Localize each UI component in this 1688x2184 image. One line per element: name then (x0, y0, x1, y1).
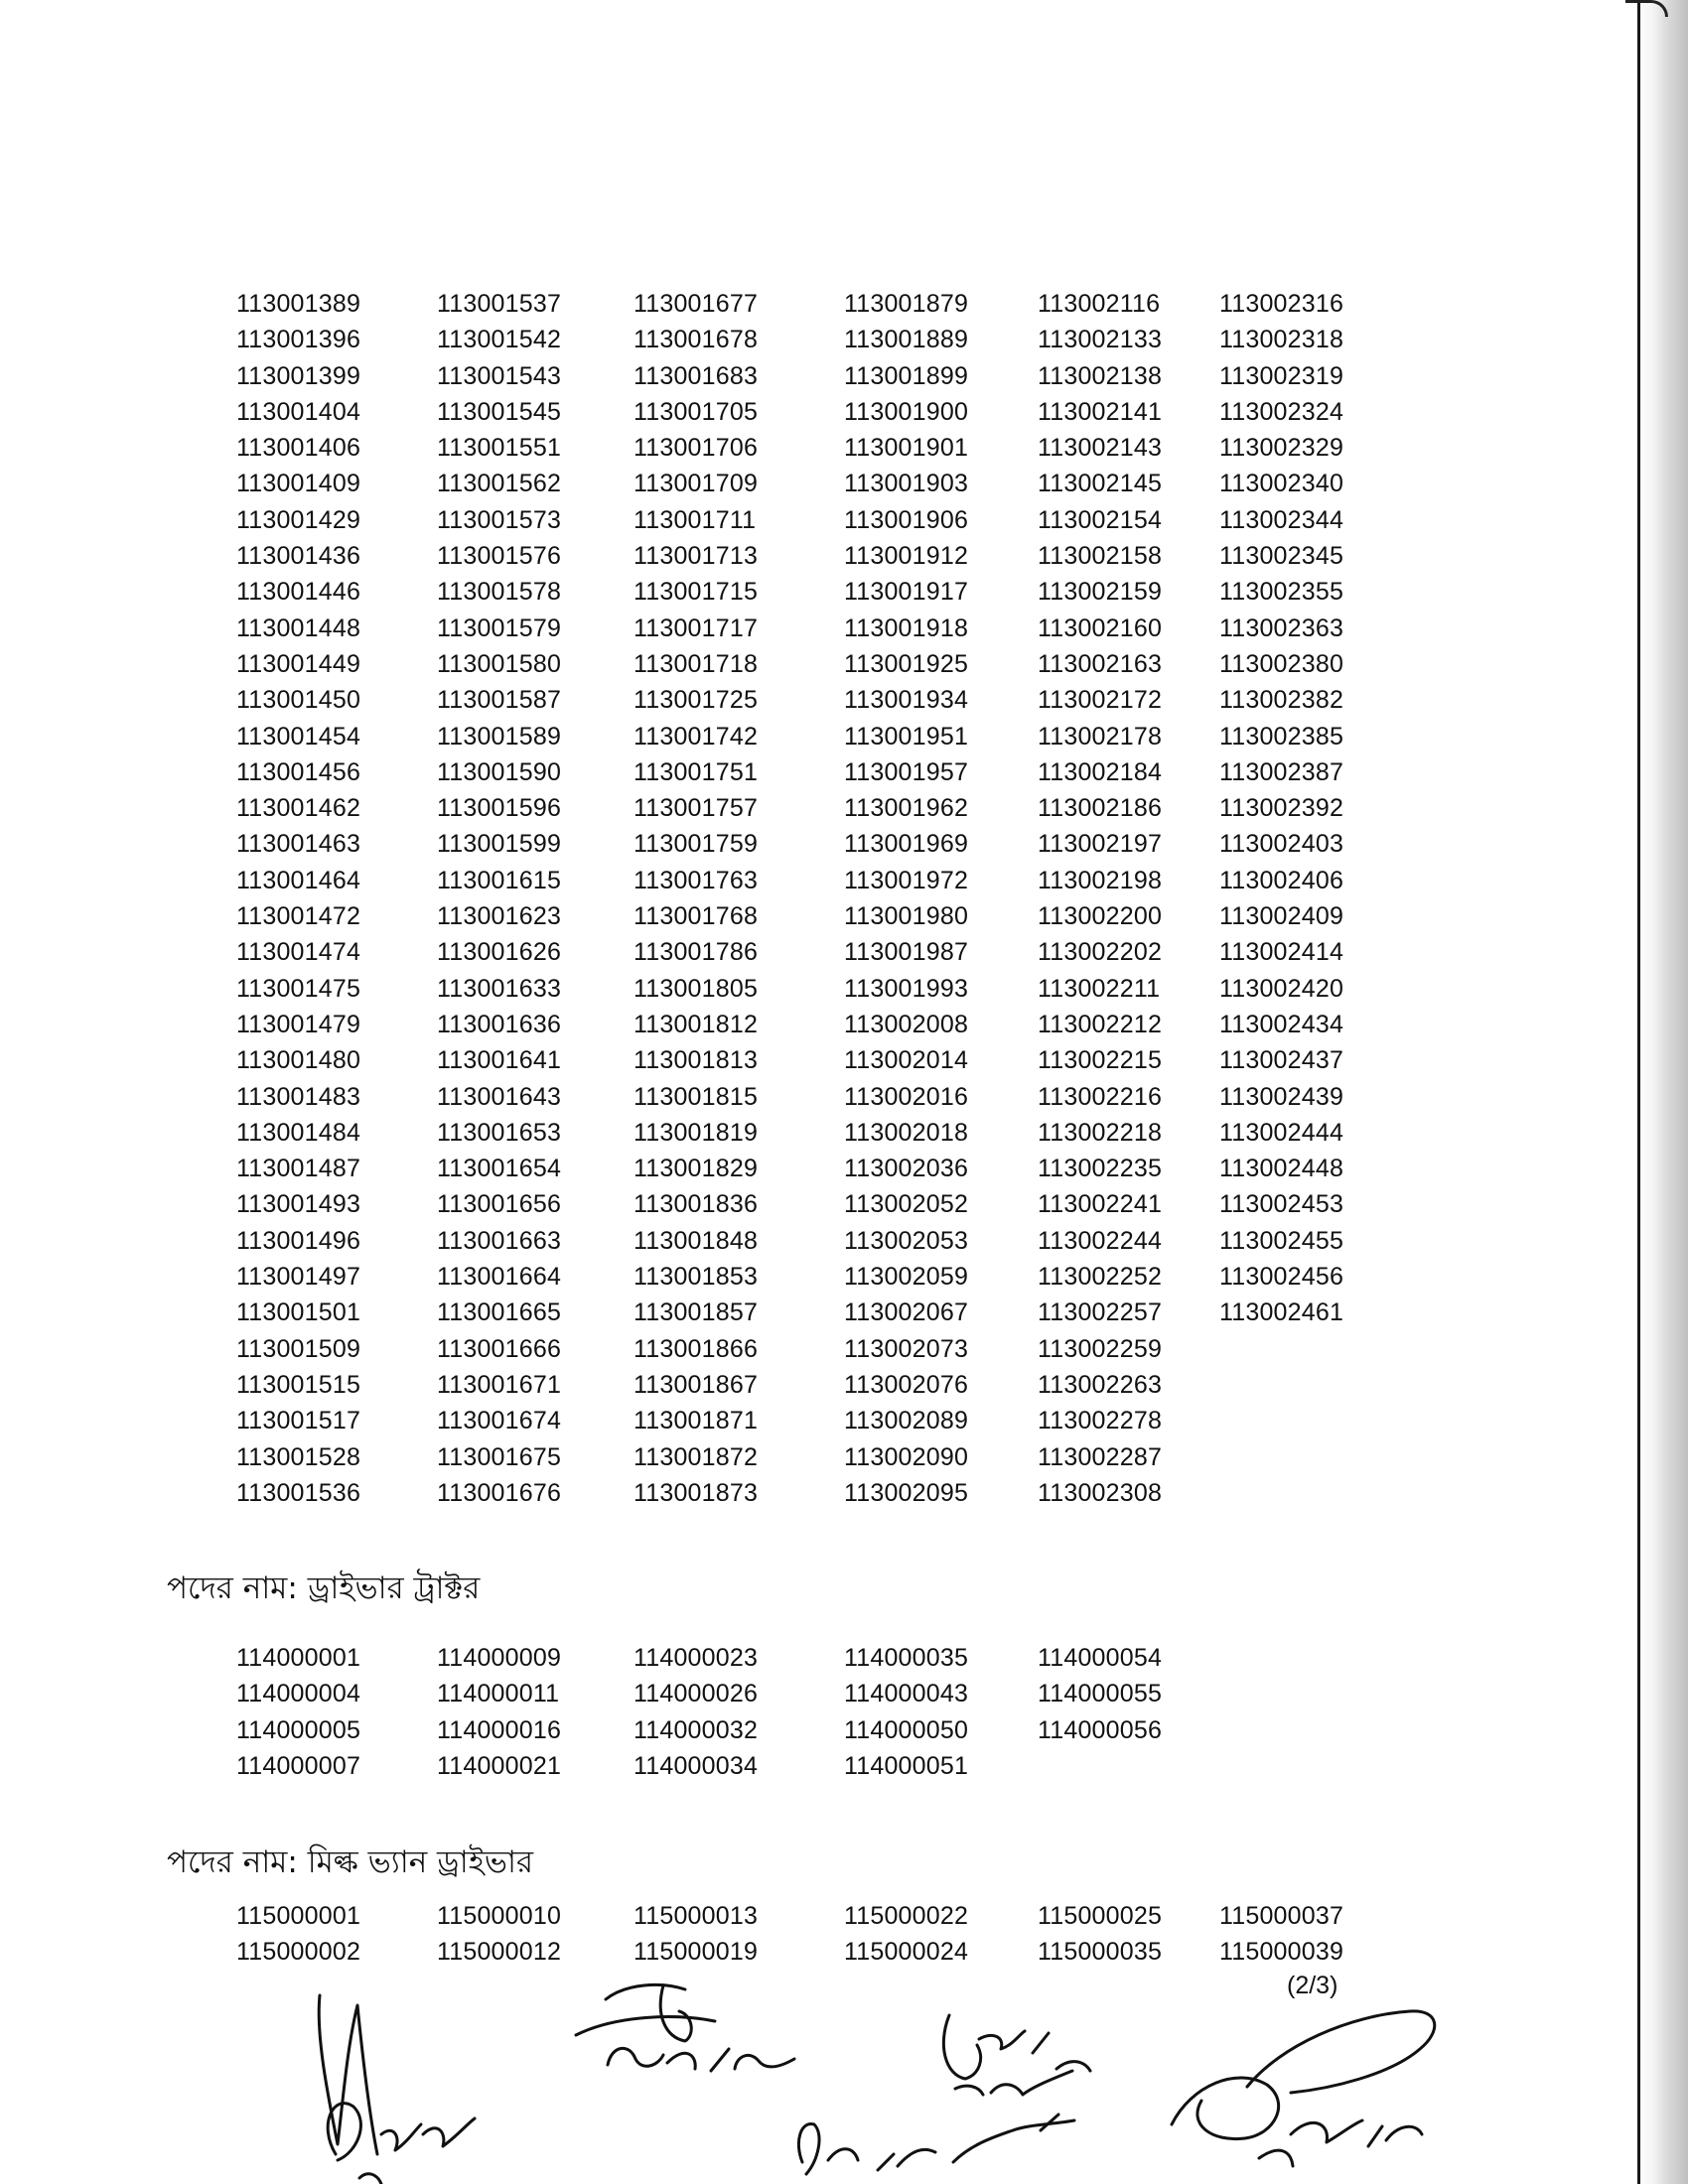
roll-number: 114000023 (633, 1644, 759, 1672)
roll-number: 113001599 (437, 830, 562, 859)
roll-number: 115000035 (1038, 1938, 1163, 1967)
roll-number: 113001543 (437, 361, 562, 390)
roll-number: 113001537 (437, 290, 562, 318)
roll-number: 113002455 (1219, 1226, 1344, 1255)
roll-number: 114000007 (236, 1751, 361, 1780)
roll-number: 115000025 (1038, 1902, 1163, 1930)
roll-number: 113001643 (437, 1082, 562, 1111)
roll-number: 113002095 (844, 1478, 969, 1507)
roll-number-column (1219, 1898, 1343, 1971)
roll-number: 113001472 (236, 902, 361, 931)
roll-number: 113002439 (1219, 1082, 1344, 1111)
signature-1 (319, 1995, 475, 2184)
roll-number: 113001709 (633, 470, 759, 498)
roll-number: 113001497 (236, 1263, 361, 1292)
roll-number: 113001705 (633, 397, 759, 426)
roll-number: 113001957 (844, 757, 969, 786)
roll-number: 113002403 (1219, 830, 1344, 859)
roll-number-column (633, 1898, 758, 1971)
roll-number: 113002133 (1038, 326, 1163, 354)
roll-number-column (1219, 286, 1343, 1331)
roll-number: 113001901 (844, 434, 969, 463)
roll-number: 113001623 (437, 902, 562, 931)
roll-number: 114000011 (437, 1680, 560, 1708)
roll-number: 113001713 (633, 542, 759, 571)
roll-number: 113001848 (633, 1226, 759, 1255)
roll-number: 113002141 (1038, 397, 1163, 426)
roll-number: 113002380 (1219, 649, 1344, 678)
roll-number: 113002197 (1038, 830, 1163, 859)
roll-number: 113001666 (437, 1334, 562, 1363)
roll-number: 113001501 (236, 1298, 361, 1327)
roll-number: 113001889 (844, 326, 969, 354)
roll-number: 113002241 (1038, 1190, 1163, 1219)
roll-number-column (633, 1640, 758, 1784)
roll-number: 113001725 (633, 686, 759, 715)
roll-number-column (437, 1898, 561, 1971)
roll-number: 113002163 (1038, 649, 1163, 678)
roll-number: 113001636 (437, 1010, 562, 1038)
roll-number: 113002278 (1038, 1407, 1163, 1435)
roll-number: 113001479 (236, 1010, 361, 1038)
signature-3 (943, 2015, 1090, 2095)
roll-number: 113002145 (1038, 470, 1163, 498)
roll-number: 113002434 (1219, 1010, 1344, 1038)
roll-number: 113001562 (437, 470, 562, 498)
roll-number: 113002067 (844, 1298, 969, 1327)
roll-number: 113001934 (844, 686, 969, 715)
roll-number: 113001542 (437, 326, 562, 354)
roll-number: 113002143 (1038, 434, 1163, 463)
roll-number: 113001879 (844, 290, 969, 318)
roll-number: 115000001 (236, 1902, 361, 1930)
roll-number: 113001829 (633, 1155, 759, 1183)
roll-number: 113001517 (236, 1407, 361, 1435)
roll-number: 113001676 (437, 1478, 562, 1507)
roll-number: 113002138 (1038, 361, 1163, 390)
roll-number: 113002259 (1038, 1334, 1163, 1363)
roll-number: 113001596 (437, 794, 562, 823)
roll-number: 113002345 (1219, 542, 1344, 571)
roll-number: 113002215 (1038, 1046, 1163, 1075)
roll-number: 114000035 (844, 1644, 969, 1672)
roll-number: 114000056 (1038, 1715, 1163, 1744)
roll-number: 113002014 (844, 1046, 969, 1075)
roll-number: 113001399 (236, 361, 361, 390)
signature-5 (1172, 2011, 1435, 2166)
roll-number: 113002392 (1219, 794, 1344, 823)
roll-number: 113002052 (844, 1190, 969, 1219)
roll-number: 113002184 (1038, 757, 1163, 786)
roll-number: 113001836 (633, 1190, 759, 1219)
roll-number: 113001742 (633, 722, 759, 751)
roll-number: 113002257 (1038, 1298, 1163, 1327)
roll-number: 113001925 (844, 649, 969, 678)
roll-number: 114000009 (437, 1644, 562, 1672)
roll-number: 113001972 (844, 866, 969, 894)
roll-number-column (236, 1898, 360, 1971)
roll-number: 113002216 (1038, 1082, 1163, 1111)
signature-4 (798, 2115, 1074, 2174)
roll-number: 113002200 (1038, 902, 1163, 931)
roll-number-column (633, 286, 758, 1511)
roll-number: 113002385 (1219, 722, 1344, 751)
roll-number: 113001962 (844, 794, 969, 823)
roll-number: 113001917 (844, 578, 969, 607)
section-title-milk-van-driver: পদের নাম: মিল্ক ভ্যান ড্রাইভার (167, 1844, 534, 1880)
roll-number: 114000051 (844, 1751, 969, 1780)
roll-number: 113001677 (633, 290, 759, 318)
roll-number: 113001579 (437, 614, 562, 642)
roll-number: 113001900 (844, 397, 969, 426)
roll-number: 113002437 (1219, 1046, 1344, 1075)
roll-number: 115000022 (844, 1902, 969, 1930)
roll-number: 113001483 (236, 1082, 361, 1111)
roll-number: 113002076 (844, 1370, 969, 1399)
roll-number: 113001674 (437, 1407, 562, 1435)
roll-number: 113001675 (437, 1442, 562, 1471)
roll-number: 113001872 (633, 1442, 759, 1471)
roll-number: 113001496 (236, 1226, 361, 1255)
roll-number: 113002016 (844, 1082, 969, 1111)
roll-number: 114000004 (236, 1680, 361, 1708)
roll-number: 113001615 (437, 866, 562, 894)
roll-number: 113002073 (844, 1334, 969, 1363)
roll-number: 113001536 (236, 1478, 361, 1507)
roll-number: 113001683 (633, 361, 759, 390)
roll-number: 113001487 (236, 1155, 361, 1183)
roll-number: 113002340 (1219, 470, 1344, 498)
roll-number: 113002178 (1038, 722, 1163, 751)
roll-number: 113001449 (236, 649, 361, 678)
roll-number: 113001448 (236, 614, 361, 642)
roll-number: 113002420 (1219, 974, 1344, 1003)
roll-number: 113001786 (633, 938, 759, 967)
roll-number: 113001969 (844, 830, 969, 859)
roll-number-column (437, 286, 561, 1511)
roll-number: 113001545 (437, 397, 562, 426)
roll-number: 113001454 (236, 722, 361, 751)
roll-number-column (844, 286, 968, 1511)
roll-number: 115000012 (437, 1938, 562, 1967)
roll-number: 113001815 (633, 1082, 759, 1111)
roll-number: 113001857 (633, 1298, 759, 1327)
roll-number: 113002444 (1219, 1118, 1344, 1147)
roll-number: 114000005 (236, 1715, 361, 1744)
roll-number: 113001763 (633, 866, 759, 894)
roll-number: 113001389 (236, 290, 361, 318)
roll-number: 113002318 (1219, 326, 1344, 354)
roll-number-column (1038, 1898, 1162, 1971)
roll-number: 114000055 (1038, 1680, 1163, 1708)
roll-number: 113001653 (437, 1118, 562, 1147)
roll-number: 113002406 (1219, 866, 1344, 894)
roll-number: 113001551 (437, 434, 562, 463)
roll-number: 113002316 (1219, 290, 1344, 318)
roll-number: 113001751 (633, 757, 759, 786)
roll-number: 113001899 (844, 361, 969, 390)
roll-number: 113001706 (633, 434, 759, 463)
roll-number: 113001578 (437, 578, 562, 607)
page-number: (2/3) (1287, 1972, 1338, 1999)
roll-number: 113001580 (437, 649, 562, 678)
roll-number: 114000050 (844, 1715, 969, 1744)
roll-number: 113001462 (236, 794, 361, 823)
roll-number: 113001665 (437, 1298, 562, 1327)
roll-number: 113002344 (1219, 505, 1344, 534)
roll-number: 113001436 (236, 542, 361, 571)
roll-number: 113001406 (236, 434, 361, 463)
roll-number: 113002448 (1219, 1155, 1344, 1183)
roll-number: 113001871 (633, 1407, 759, 1435)
roll-number: 113001663 (437, 1226, 562, 1255)
section-title-driver-tractor: পদের নাম: ড্রাইভার ট্রাক্টর (167, 1570, 481, 1606)
roll-number: 113001951 (844, 722, 969, 751)
roll-number: 113002382 (1219, 686, 1344, 715)
roll-number: 113001812 (633, 1010, 759, 1038)
roll-number: 113002235 (1038, 1155, 1163, 1183)
roll-number: 113002090 (844, 1442, 969, 1471)
roll-number: 113002212 (1038, 1010, 1163, 1038)
roll-number: 113001576 (437, 542, 562, 571)
roll-number: 113001980 (844, 902, 969, 931)
roll-number-column (437, 1640, 561, 1784)
roll-number: 113002453 (1219, 1190, 1344, 1219)
roll-number: 113001463 (236, 830, 361, 859)
roll-number: 113001987 (844, 938, 969, 967)
roll-number: 113001484 (236, 1118, 361, 1147)
roll-number: 113002324 (1219, 397, 1344, 426)
roll-number: 113002158 (1038, 542, 1163, 571)
roll-number: 113001906 (844, 505, 969, 534)
roll-number: 113002461 (1219, 1298, 1344, 1327)
roll-number: 114000043 (844, 1680, 969, 1708)
roll-number: 113002198 (1038, 866, 1163, 894)
roll-number: 113001429 (236, 505, 361, 534)
roll-number: 113001633 (437, 974, 562, 1003)
roll-number: 115000024 (844, 1938, 969, 1967)
roll-number: 113001626 (437, 938, 562, 967)
roll-number: 113002160 (1038, 614, 1163, 642)
roll-number: 113001671 (437, 1370, 562, 1399)
roll-number: 113001475 (236, 974, 361, 1003)
roll-number: 113001480 (236, 1046, 361, 1075)
roll-number: 113002409 (1219, 902, 1344, 931)
roll-number: 115000037 (1219, 1902, 1344, 1930)
roll-number: 115000013 (633, 1902, 759, 1930)
roll-number-column (844, 1898, 968, 1971)
roll-number: 113002308 (1038, 1478, 1163, 1507)
roll-number: 113002387 (1219, 757, 1344, 786)
roll-number: 113001715 (633, 578, 759, 607)
roll-number: 113001873 (633, 1478, 759, 1507)
roll-number: 113001474 (236, 938, 361, 967)
roll-number: 113001446 (236, 578, 361, 607)
roll-number: 113001918 (844, 614, 969, 642)
roll-number: 113002159 (1038, 578, 1163, 607)
roll-number: 115000039 (1219, 1938, 1344, 1967)
roll-number: 113001528 (236, 1442, 361, 1471)
roll-number: 113001464 (236, 866, 361, 894)
roll-number: 113001813 (633, 1046, 759, 1075)
roll-number-column (1038, 286, 1162, 1511)
roll-number: 113002363 (1219, 614, 1344, 642)
roll-number: 113001654 (437, 1155, 562, 1183)
roll-number: 113001656 (437, 1190, 562, 1219)
roll-number: 113001493 (236, 1190, 361, 1219)
roll-number: 113001759 (633, 830, 759, 859)
roll-number-column (236, 1640, 360, 1784)
roll-number: 113001664 (437, 1263, 562, 1292)
roll-number: 113002053 (844, 1226, 969, 1255)
roll-number: 113002186 (1038, 794, 1163, 823)
roll-number: 114000016 (437, 1715, 562, 1744)
roll-number-column (1038, 1640, 1162, 1748)
roll-number: 113001768 (633, 902, 759, 931)
roll-number: 113002355 (1219, 578, 1344, 607)
roll-number: 113002456 (1219, 1263, 1344, 1292)
roll-number-column (844, 1640, 968, 1784)
signature-2 (576, 1984, 794, 2071)
roll-number: 114000021 (437, 1751, 562, 1780)
roll-number: 113001866 (633, 1334, 759, 1363)
roll-number: 113001450 (236, 686, 361, 715)
roll-number: 113001587 (437, 686, 562, 715)
roll-number: 114000032 (633, 1715, 759, 1744)
roll-number: 113001396 (236, 326, 361, 354)
roll-number: 113002329 (1219, 434, 1344, 463)
roll-number: 113001590 (437, 757, 562, 786)
roll-number: 113001409 (236, 470, 361, 498)
roll-number: 113002008 (844, 1010, 969, 1038)
roll-number: 113001678 (633, 326, 759, 354)
roll-number: 113002252 (1038, 1263, 1163, 1292)
roll-number: 113001853 (633, 1263, 759, 1292)
roll-number: 113001641 (437, 1046, 562, 1075)
roll-number: 113001912 (844, 542, 969, 571)
roll-number: 115000002 (236, 1938, 361, 1967)
roll-number: 113002089 (844, 1407, 969, 1435)
roll-number: 113002154 (1038, 505, 1163, 534)
roll-number: 114000001 (236, 1644, 361, 1672)
roll-number: 113001867 (633, 1370, 759, 1399)
roll-number: 113002244 (1038, 1226, 1163, 1255)
roll-number: 115000010 (437, 1902, 562, 1930)
page-edge-shadow (1638, 0, 1688, 2184)
roll-number: 115000019 (633, 1938, 759, 1967)
roll-number: 113001515 (236, 1370, 361, 1399)
roll-number: 113002172 (1038, 686, 1163, 715)
roll-number: 113002116 (1038, 290, 1161, 318)
roll-number: 114000034 (633, 1751, 759, 1780)
roll-number: 113002263 (1038, 1370, 1163, 1399)
roll-number: 113001589 (437, 722, 562, 751)
roll-number: 113001993 (844, 974, 969, 1003)
roll-number: 113001717 (633, 614, 759, 642)
roll-number: 113001903 (844, 470, 969, 498)
signatures (0, 1976, 1609, 2184)
roll-number: 113002036 (844, 1155, 969, 1183)
roll-number: 113001509 (236, 1334, 361, 1363)
roll-number: 113001757 (633, 794, 759, 823)
roll-number: 113002202 (1038, 938, 1163, 967)
roll-number: 113002287 (1038, 1442, 1163, 1471)
roll-number: 113002059 (844, 1263, 969, 1292)
page-edge-line (1637, 0, 1640, 2184)
roll-number: 113002319 (1219, 361, 1344, 390)
roll-number: 113001573 (437, 505, 562, 534)
roll-number: 113001711 (633, 505, 757, 534)
roll-number: 113002414 (1219, 938, 1344, 967)
roll-number: 113001819 (633, 1118, 759, 1147)
roll-number: 113001404 (236, 397, 361, 426)
roll-number: 113001456 (236, 757, 361, 786)
roll-number-column (236, 286, 360, 1511)
roll-number: 113002211 (1038, 974, 1161, 1003)
roll-number: 114000054 (1038, 1644, 1163, 1672)
roll-number: 113001805 (633, 974, 759, 1003)
roll-number: 113002218 (1038, 1118, 1163, 1147)
roll-number: 114000026 (633, 1680, 759, 1708)
roll-number: 113002018 (844, 1118, 969, 1147)
roll-number: 113001718 (633, 649, 759, 678)
